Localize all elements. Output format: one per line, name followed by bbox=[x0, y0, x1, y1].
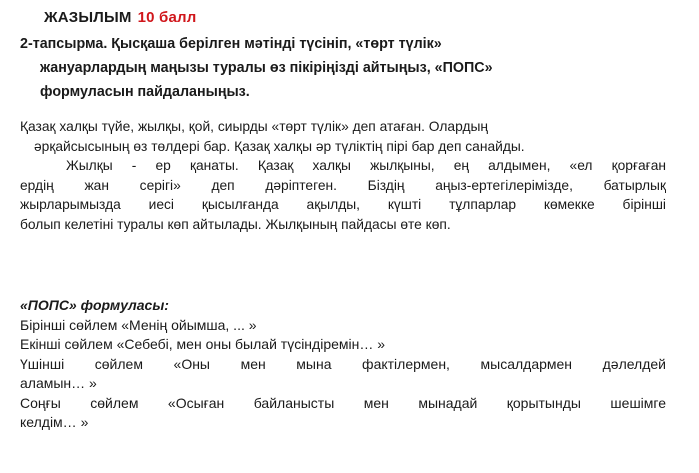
text-line-6: болып келетіні туралы көп айтылады. Жылқының пайдасы өте көп. bbox=[20, 216, 451, 232]
text-line-1: Қазақ халқы түйе, жылқы, қой, сиырды «төрт түлік» деп атаған. Олардың bbox=[20, 119, 489, 134]
formula-title: «ПОПС» формуласы: bbox=[20, 297, 169, 313]
formula-sentence-4-end: келдім… » bbox=[20, 414, 89, 430]
reading-text bbox=[20, 117, 666, 234]
formula-sentence-2: Екінші сөйлем «Себебі, мен оны былай түсіндіремін… » bbox=[20, 336, 386, 352]
pops-formula bbox=[20, 296, 666, 433]
formula-sentence-3: Үшінші сөйлем «Оны мен мына фактілермен, мысалдармен дәлелдей bbox=[20, 355, 666, 372]
task-line-1: 2-тапсырма. Қысқаша берілген мәтінді түсініп, «төрт түлік» bbox=[20, 36, 442, 52]
text-line-3: Жылқы - ер қанаты. Қазақ халқы жылқыны, ең алдымен, «ел қорғаған bbox=[66, 158, 666, 173]
formula-sentence-1: Бірінші сөйлем «Менің ойымша, ... » bbox=[20, 316, 257, 333]
points-label: 10 балл bbox=[137, 9, 197, 26]
text-line-4: ердің жан серігі» деп дәріптеген. Біздің аңыз-ертегілерімізде, батырлық bbox=[20, 177, 666, 193]
section-title: ЖАЗЫЛЫМ bbox=[44, 9, 132, 26]
task-line-3: формуласын пайдаланыңыз. bbox=[40, 84, 250, 100]
text-line-5: жырларымызда иесі қысылғанда ақылды, күшті тұлпарлар көмекке бірінші bbox=[20, 197, 666, 212]
formula-sentence-4: Соңғы сөйлем «Осыған байланысты мен мынадай қорытынды шешімге bbox=[20, 394, 666, 411]
formula-sentence-3-end: аламын… » bbox=[20, 375, 97, 391]
task-line-2: жануарлардың маңызы туралы өз пікіріңізді айтыңыз, «ПОПС» bbox=[40, 60, 493, 76]
section-heading bbox=[44, 9, 197, 26]
task-instruction bbox=[20, 32, 670, 104]
text-line-2: әрқайсысының өз төлдері бар. Қазақ халқы әр түліктің пірі бар деп санайды. bbox=[34, 138, 525, 154]
